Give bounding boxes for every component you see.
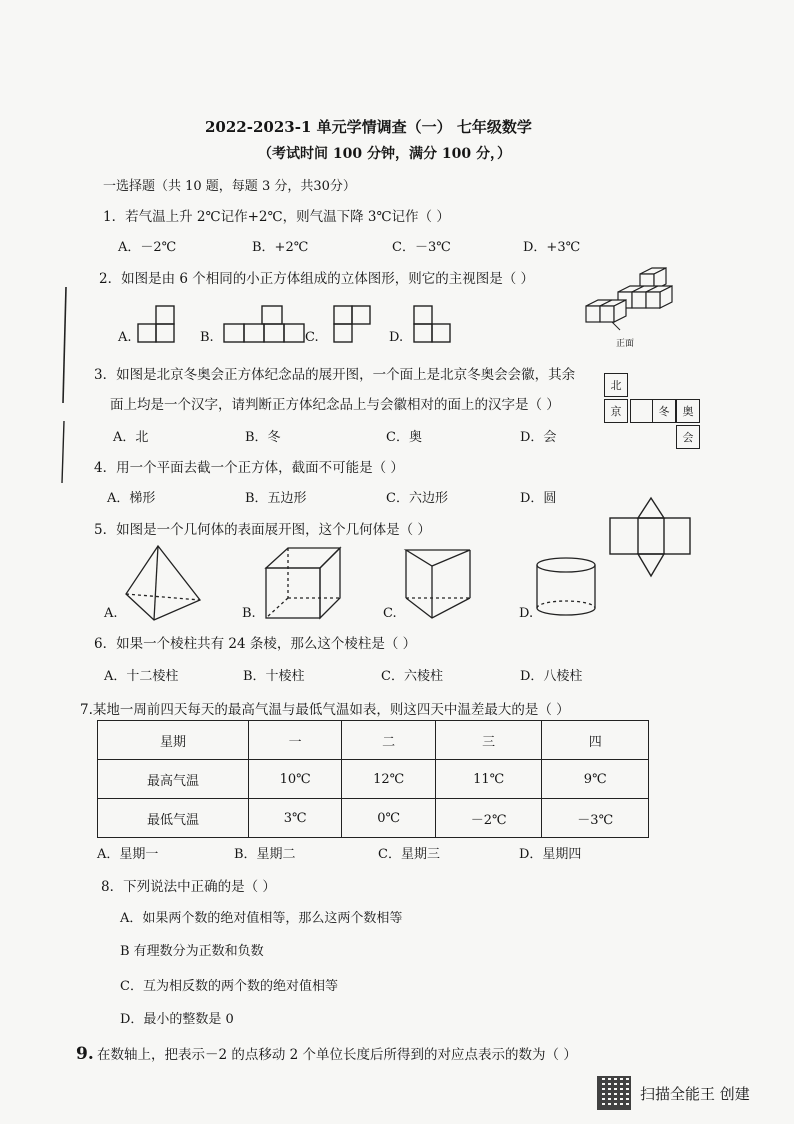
q6-option-a: A．十二棱柱 — [104, 669, 179, 684]
q5-cube-icon — [262, 546, 346, 622]
q5-option-a: A. — [104, 606, 118, 621]
temperature-table — [97, 720, 649, 838]
q8-stem: 8．下列说法中正确的是（ ） — [101, 879, 276, 895]
q1-option-b: B．+2℃ — [252, 240, 309, 255]
q4-option-b: B．五边形 — [245, 491, 307, 506]
table-cell: 最高气温 — [98, 760, 249, 799]
q5-prism-icon — [404, 542, 474, 622]
table-header-cell: 星期 — [98, 721, 249, 760]
q6-option-d: D．八棱柱 — [520, 669, 583, 684]
q5-stem: 5．如图是一个几何体的表面展开图，这个几何体是（ ） — [94, 522, 431, 538]
q7-option-b: B．星期二 — [234, 847, 296, 862]
q3-net-cell-jing: 京 — [604, 399, 628, 423]
scanner-watermark: 扫描全能王 创建 — [640, 1085, 750, 1103]
q5-option-c: C. — [383, 606, 397, 621]
table-cell: －2℃ — [435, 799, 542, 838]
q2-view-c — [332, 305, 372, 343]
margin-pen-mark — [58, 285, 70, 485]
table-cell: 11℃ — [435, 760, 542, 799]
table-cell: 3℃ — [248, 799, 342, 838]
q3-net-cell-ao: 奥 — [676, 399, 700, 423]
q4-option-d: D．圆 — [520, 491, 557, 506]
q4-stem: 4．用一个平面去截一个正方体，截面不可能是（ ） — [94, 460, 404, 476]
table-cell: 0℃ — [342, 799, 436, 838]
q2-option-a: A. — [118, 330, 132, 345]
q7-option-a: A．星期一 — [97, 847, 159, 862]
q1-option-c: C．－3℃ — [392, 240, 451, 255]
q2-view-b — [222, 305, 306, 343]
q4-option-c: C．六边形 — [386, 491, 448, 506]
exam-subtitle: （考试时间 100 分钟，满分 100 分，） — [258, 146, 511, 162]
table-cell: －3℃ — [542, 799, 649, 838]
q8-option-a: A．如果两个数的绝对值相等，那么这两个数相等 — [120, 911, 403, 926]
q7-option-c: C．星期三 — [378, 847, 440, 862]
table-header-cell: 二 — [342, 721, 436, 760]
q8-option-d: D．最小的整数是 0 — [120, 1012, 234, 1027]
q5-option-b: B. — [242, 606, 256, 621]
q9-stem: 在数轴上，把表示－2 的点移动 2 个单位长度后所得到的对应点表示的数为（ ） — [97, 1047, 577, 1063]
q3-option-a: A．北 — [113, 430, 149, 445]
q2-cube-figure — [582, 266, 687, 338]
table-header-cell: 四 — [542, 721, 649, 760]
q2-option-d: D. — [389, 330, 404, 345]
q2-option-b: B. — [200, 330, 214, 345]
q3-net-cell-emblem — [630, 399, 654, 423]
q3-stem-line2: 面上均是一个汉字，请判断正方体纪念品上与会徽相对的面上的汉字是（ ） — [110, 397, 560, 413]
q7-option-d: D．星期四 — [519, 847, 582, 862]
q3-option-c: C．奥 — [386, 430, 422, 445]
q3-option-b: B．冬 — [245, 430, 281, 445]
q6-option-b: B．十棱柱 — [243, 669, 305, 684]
table-cell: 12℃ — [342, 760, 436, 799]
table-header-row — [98, 721, 649, 760]
qr-code-icon — [597, 1076, 631, 1110]
q3-stem-line1: 3．如图是北京冬奥会正方体纪念品的展开图，一个面上是北京冬奥会会徽，其余 — [94, 367, 576, 383]
q2-view-a — [136, 305, 176, 343]
q2-stem: 2．如图是由 6 个相同的小正方体组成的立体图形，则它的主视图是（ ） — [99, 271, 535, 287]
q3-option-d: D．会 — [520, 430, 557, 445]
q2-front-label: 正面 — [616, 339, 635, 349]
q1-stem: 1．若气温上升 2℃记作+2℃，则气温下降 3℃记作（ ） — [103, 209, 450, 225]
q5-pyramid-icon — [124, 544, 204, 624]
table-header-cell: 三 — [435, 721, 542, 760]
q3-net-cell-bei: 北 — [604, 373, 628, 397]
table-header-cell: 一 — [248, 721, 342, 760]
q8-option-c: C．互为相反数的两个数的绝对值相等 — [120, 979, 338, 994]
section-heading: 一选择题（共 10 题，每题 3 分，共30分） — [103, 179, 356, 194]
q4-option-a: A．梯形 — [107, 491, 156, 506]
exam-title: 2022-2023-1 单元学情调查（一） 七年级数学 — [205, 118, 532, 136]
q9-number: 9. — [76, 1044, 94, 1064]
q5-cylinder-icon — [534, 556, 598, 618]
q1-option-a: A．－2℃ — [118, 240, 177, 255]
table-cell: 9℃ — [542, 760, 649, 799]
q3-net-cell-dong: 冬 — [652, 399, 676, 423]
q5-net-figure — [608, 496, 692, 580]
q8-option-b: B 有理数分为正数和负数 — [120, 944, 264, 959]
q2-option-c: C. — [305, 330, 319, 345]
q6-stem: 6．如果一个棱柱共有 24 条棱，那么这个棱柱是（ ） — [94, 636, 417, 652]
q7-stem: 7.某地一周前四天每天的最高气温与最低气温如表，则这四天中温差最大的是（ ） — [80, 702, 570, 718]
table-row — [98, 760, 649, 799]
table-row — [98, 799, 649, 838]
q5-option-d: D. — [519, 606, 534, 621]
q1-option-d: D．+3℃ — [523, 240, 581, 255]
q6-option-c: C．六棱柱 — [381, 669, 443, 684]
q2-view-d — [412, 305, 454, 343]
table-cell: 10℃ — [248, 760, 342, 799]
table-cell: 最低气温 — [98, 799, 249, 838]
q3-net-cell-hui: 会 — [676, 425, 700, 449]
